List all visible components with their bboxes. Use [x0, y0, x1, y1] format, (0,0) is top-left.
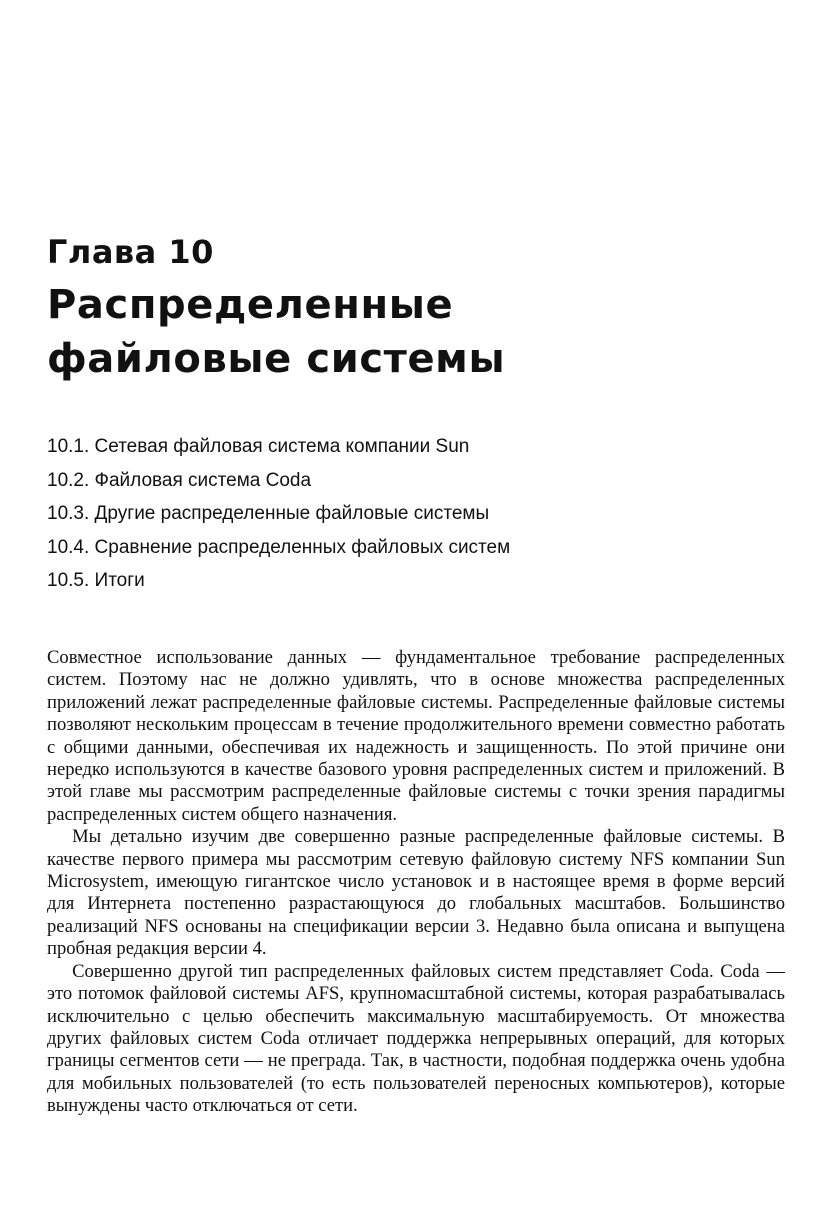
- chapter-intro-text: [47, 647, 785, 1118]
- chapter-title: [47, 278, 505, 386]
- toc-item-10-2: 10.2. Файловая система Coda: [47, 469, 312, 491]
- toc-item-10-5: 10.5. Итоги: [47, 570, 145, 591]
- chapter-number: Глава 10: [47, 233, 214, 271]
- chapter-title-line-2: файловые системы: [47, 336, 506, 382]
- paragraph-1: Совместное использование данных — фундаментальное требование распределенных систем. Поэтому нас не должно удивлять, что в основе множества распределенных приложений лежат распределенные файловые системы. Распределенные файловые системы позволяют нескольким процессам в течение продолжительного времени совместно работать с общими данными, обеспечивая их надежность и защищенность. По этой причине они нередко используются в качестве базового уровня распределенных систем и приложений. В этой главе мы рассмотрим распределенные файловые системы с точки зрения парадигмы распределенных систем общего назначения.: [47, 647, 785, 825]
- toc-item-10-3: 10.3. Другие распределенные файловые системы: [47, 503, 490, 524]
- chapter-contents-list: [47, 430, 510, 598]
- toc-item-10-1: 10.1. Сетевая файловая система компании Sun: [47, 436, 470, 457]
- chapter-title-line-1: Распределенные: [47, 282, 454, 328]
- paragraph-3: Совершенно другой тип распределенных файловых систем представляет Coda. Coda — это потомок файловой системы AFS, крупномасштабной системы, которая разрабатывалась исключительно с целью обеспечить максимальную масштабируемость. От множества других файловых систем Coda отличает поддержка непрерывных операций, для которых границы сегментов сети — не преграда. Так, в частности, подобная поддержка очень удобна для мобильных пользователей (то есть пользователей переносных компьютеров), которые вынуждены часто отключаться от сети.: [47, 960, 785, 1117]
- toc-item-10-4: 10.4. Сравнение распределенных файловых систем: [47, 536, 511, 558]
- paragraph-2: Мы детально изучим две совершенно разные распределенные файловые системы. В качестве первого примера мы рассмотрим сетевую файловую систему NFS компании Sun Microsystem, имеющую гигантское число установок и в настоящее время в форме версий для Интернета постепенно разрастающуюся до глобальных масштабов. Большинство реализаций NFS основаны на спецификации версии 3. Недавно была описана и выпущена пробная редакция версии 4.: [47, 826, 785, 960]
